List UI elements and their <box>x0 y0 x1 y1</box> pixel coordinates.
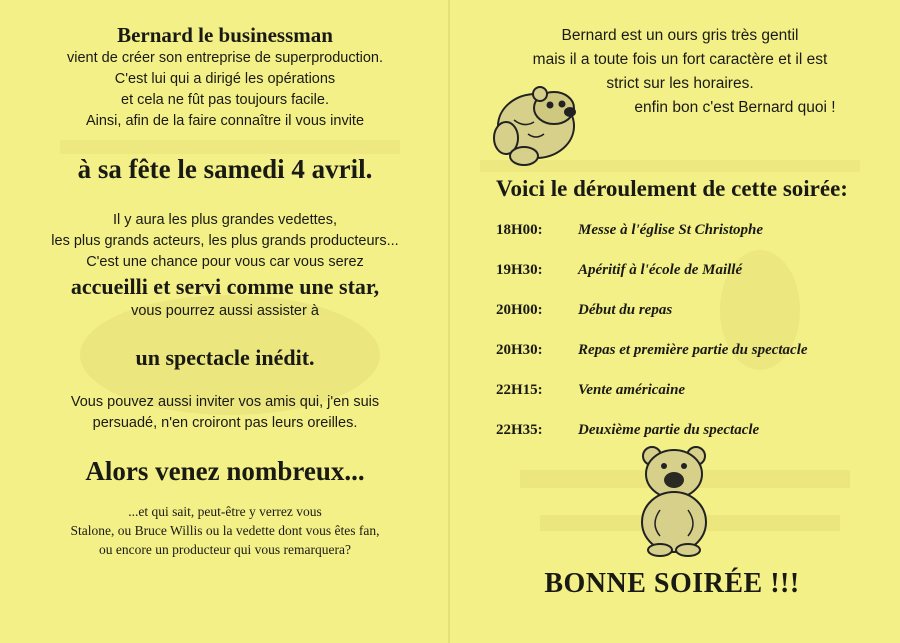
intro-text <box>20 48 430 132</box>
schedule-time: 19H30: <box>496 262 543 278</box>
schedule-item <box>496 302 808 342</box>
intro-line: C'est lui qui a dirigé les opérations <box>114 71 336 87</box>
schedule-item <box>496 342 808 382</box>
schedule-item <box>496 382 808 422</box>
schedule-activity: Repas et première partie du spectacle <box>578 342 808 358</box>
schedule-activity: Deuxième partie du spectacle <box>578 422 760 438</box>
friends-text <box>20 392 430 434</box>
fold-line <box>448 0 450 643</box>
stars-line: C'est une chance pour vous car vous serez <box>86 254 364 270</box>
closing-text <box>20 502 430 559</box>
schedule-activity: Apéritif à l'école de Maillé <box>578 262 743 278</box>
friends-line: Vous pouvez aussi inviter vos amis qui, j'en suis <box>70 394 380 410</box>
closing-line: ...et qui sait, peut-être y verrez vous <box>128 504 322 519</box>
closing-line: ou encore un producteur qui vous remarquera? <box>99 542 351 557</box>
schedule-list <box>496 222 808 462</box>
schedule-item <box>496 222 808 262</box>
schedule-item <box>496 262 808 302</box>
friends-line: persuadé, n'en croiront pas leurs oreilles. <box>92 415 358 431</box>
intro-line: vient de créer son entreprise de superproduction. <box>67 50 383 66</box>
schedule-time: 22H35: <box>496 422 543 438</box>
schedule-time: 20H00: <box>496 302 543 318</box>
schedule-time: 22H15: <box>496 382 543 398</box>
stars-text <box>20 210 430 273</box>
bear-rolling-icon <box>484 80 584 168</box>
schedule-activity: Début du repas <box>578 302 673 318</box>
description-line: Bernard est un ours gris très gentil <box>561 27 799 44</box>
left-title: Bernard le businessman <box>117 23 333 47</box>
stars-line: Il y aura les plus grandes vedettes, <box>112 212 338 228</box>
schedule-time: 18H00: <box>496 222 543 238</box>
description-line: strict sur les horaires. <box>606 75 754 92</box>
intro-line: Ainsi, afin de la faire connaître il vous invite <box>85 113 365 129</box>
description-line: enfin bon c'est Bernard quoi ! <box>634 99 836 116</box>
stars-line: les plus grands acteurs, les plus grands producteurs... <box>51 233 399 249</box>
star-line: accueilli et servi comme une star, <box>70 274 380 299</box>
closing-line: Stalone, ou Bruce Willis ou la vedette dont vous êtes fan, <box>70 523 380 538</box>
program-title: Voici le déroulement de cette soirée: <box>496 176 848 201</box>
assist-line: vous pourrez aussi assister à <box>131 303 319 319</box>
party-date: à sa fête le samedi 4 avril. <box>77 154 373 184</box>
farewell-text: BONNE SOIRÉE !!! <box>544 568 800 599</box>
bear-standing-icon <box>630 440 718 558</box>
schedule-time: 20H30: <box>496 342 543 358</box>
spectacle-line: un spectacle inédit. <box>135 345 315 370</box>
description-line: mais il a toute fois un fort caractère et il est <box>532 51 828 68</box>
intro-line: et cela ne fût pas toujours facile. <box>121 92 329 108</box>
left-column <box>20 22 430 559</box>
come-line: Alors venez nombreux... <box>85 456 365 486</box>
schedule-activity: Messe à l'église St Christophe <box>578 222 764 238</box>
schedule-activity: Vente américaine <box>578 382 686 398</box>
